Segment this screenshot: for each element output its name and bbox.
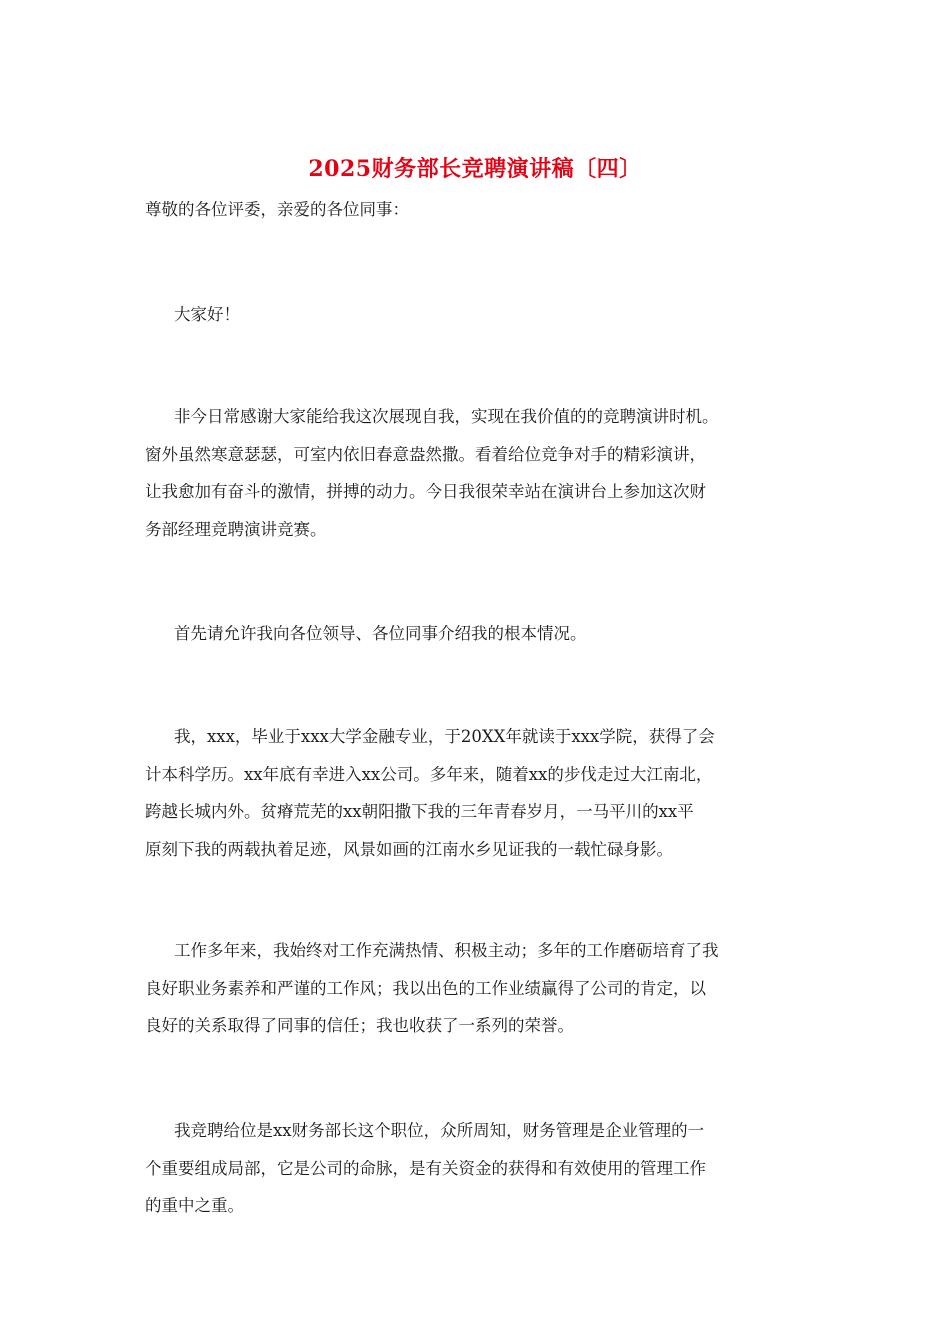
paragraph-line: 个重要组成局部，它是公司的命脉，是有关资金的获得和有效使用的管理工作 (145, 1158, 706, 1178)
paragraph-line: 我竞聘给位是xx财务部长这个职位，众所周知，财务管理是企业管理的一 (174, 1121, 705, 1140)
paragraph-line: 跨越长城内外。贫瘠荒芜的xx朝阳撒下我的三年青春岁月，一马平川的xx平 (145, 802, 694, 821)
paragraph-line: 大家好！ (174, 305, 240, 324)
paragraph-line: 窗外虽然寒意瑟瑟，可室内依旧春意盎然撒。看着给位竞争对手的精彩演讲， (145, 444, 706, 464)
paragraph-background (145, 718, 810, 868)
paragraph-line: 良好的关系取得了同事的信任；我也收获了一系列的荣誉。 (145, 1016, 574, 1035)
paragraph-thanks (145, 398, 810, 548)
paragraph-work-experience (145, 932, 810, 1045)
paragraph-position (145, 1112, 810, 1225)
paragraph-line: 首先请允许我向各位领导、各位同事介绍我的根本情况。 (174, 624, 587, 643)
paragraph-line: 让我愈加有奋斗的激情，拼搏的动力。今日我很荣幸站在演讲台上参加这次财 (145, 482, 706, 501)
paragraph-line: 非今日常感谢大家能给我这次展现自我，实现在我价值的的竞聘演讲时机。 (174, 407, 719, 426)
paragraph-introduction (145, 615, 810, 653)
paragraph-line: 的重中之重。 (145, 1196, 244, 1215)
document-title: 2025财务部长竞聘演讲稿〔四〕 (308, 156, 642, 182)
paragraph-line: 良好职业务素养和严谨的工作风；我以出色的工作业绩赢得了公司的肯定，以 (145, 978, 706, 998)
paragraph-greeting (145, 296, 810, 334)
paragraph-line: 我，xxx，毕业于xxx大学金融专业，于20XX年就读于xxx学院，获得了会 (174, 727, 715, 746)
paragraph-line: 工作多年来，我始终对工作充满热情、积极主动；多年的工作磨砺培育了我 (174, 941, 719, 960)
paragraph-line: 原刻下我的两载执着足迹，风景如画的江南水乡见证我的一载忙碌身影。 (145, 839, 673, 859)
paragraph-line: 务部经理竞聘演讲竞赛。 (145, 519, 327, 539)
paragraph-line: 计本科学历。xx年底有幸进入xx公司。多年来，随着xx的步伐走过大江南北， (145, 764, 713, 784)
salutation: 尊敬的各位评委，亲爱的各位同事： (145, 200, 409, 219)
